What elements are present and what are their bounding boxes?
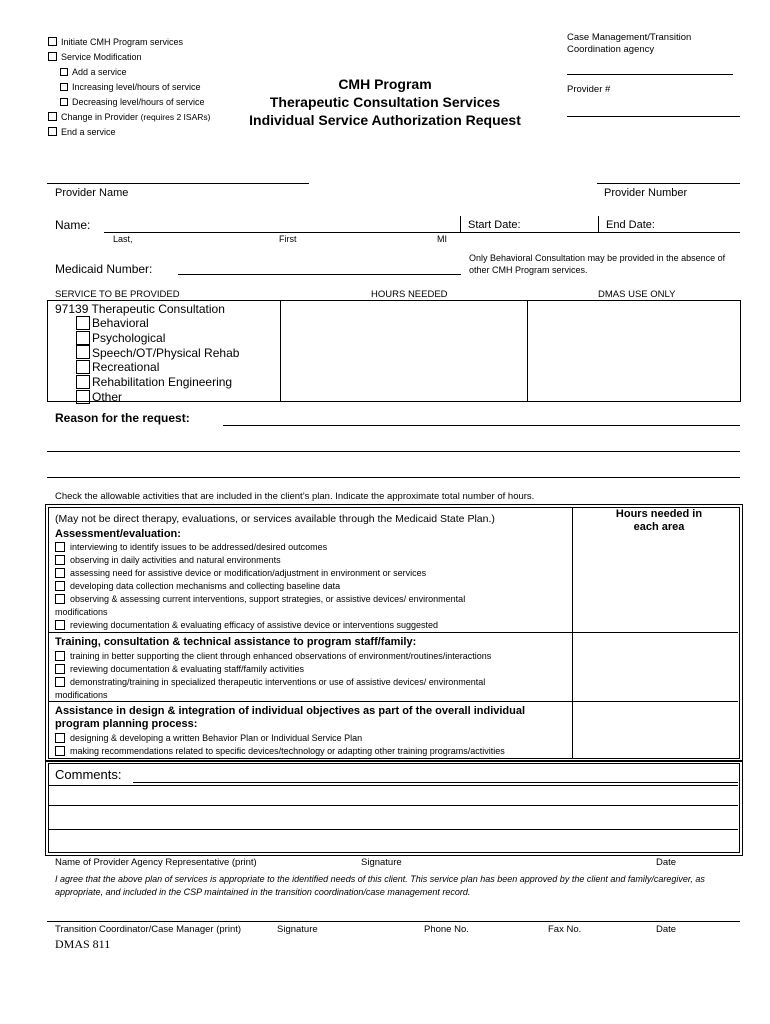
section-heading: Assessment/evaluation: [55, 528, 181, 540]
hours-header: HOURS NEEDED [371, 289, 448, 300]
comments-inner-border [48, 763, 740, 853]
coordinator-signature-label: Signature [277, 924, 318, 935]
activity-item[interactable]: designing & developing a written Behavior Plan or Individual Service Plan [55, 732, 505, 745]
dmas-header: DMAS USE ONLY [598, 289, 676, 300]
provider-num-label: Provider # [567, 84, 611, 95]
service-option[interactable]: Speech/OT/Physical Rehab [76, 346, 239, 361]
agreement-text: I agree that the above plan of services is appropriate to the identified needs of this client. This service plan has been approved by the client and family/caregiver, as appropriate, and included in the CSP maintained in the transition coordination/case management record. [55, 874, 705, 897]
medicaid-label: Medicaid Number: [55, 262, 153, 276]
provider-number-line[interactable] [597, 183, 740, 184]
checkbox-icon[interactable] [55, 581, 65, 591]
checkbox-icon[interactable] [60, 98, 68, 106]
divider [48, 785, 738, 786]
divider [460, 216, 461, 232]
checkbox-icon[interactable] [76, 331, 90, 345]
request-type-item[interactable]: Service Modification [48, 50, 210, 65]
rep-signature-label: Signature [361, 857, 402, 868]
checkbox-icon[interactable] [76, 316, 90, 330]
provider-num-line[interactable] [567, 116, 740, 117]
reason-label: Reason for the request: [55, 411, 190, 425]
section-heading: Assistance in design & integration of individual objectives as part of the overall individual program planning process: [55, 705, 526, 730]
activity-item[interactable]: assessing need for assistive device or modification/adjustment in environment or services [55, 567, 465, 580]
checkbox-icon[interactable] [60, 83, 68, 91]
form-title: CMH Program Therapeutic Consultation Services Individual Service Authorization Request [249, 76, 521, 128]
comments-line[interactable] [48, 805, 738, 806]
activity-item[interactable]: reviewing documentation & evaluating efficacy of assistive device or interventions suggested [55, 619, 465, 632]
comments-line[interactable] [48, 829, 738, 830]
last-label: Last, [113, 234, 133, 244]
checkbox-icon[interactable] [55, 542, 65, 552]
activity-item[interactable]: observing in daily activities and natural environments [55, 554, 465, 567]
agency-line[interactable] [567, 74, 733, 75]
divider [280, 300, 281, 401]
activities-intro: (May not be direct therapy, evaluations, or services available through the Medicaid State Plan.) [55, 513, 495, 525]
end-date-label: End Date: [606, 219, 655, 231]
checkbox-icon[interactable] [48, 37, 57, 46]
activity-item-cont: modifications [55, 607, 108, 617]
divider [527, 300, 528, 401]
rep-date-label: Date [656, 857, 677, 868]
service-option[interactable]: Behavioral [76, 316, 239, 331]
activity-item[interactable]: reviewing documentation & evaluating staff/family activities [55, 663, 491, 676]
activity-item[interactable]: interviewing to identify issues to be addressed/desired outcomes [55, 541, 465, 554]
activity-item[interactable]: training in better supporting the client through enhanced observations of environment/routines/interactions [55, 650, 491, 663]
activity-list [55, 541, 465, 632]
comments-line[interactable] [133, 782, 738, 783]
coordinator-date-label: Date [656, 924, 677, 935]
reason-line[interactable] [47, 477, 740, 478]
form-id: DMAS 811 [55, 937, 111, 951]
provider-name-line[interactable] [47, 183, 309, 184]
service-option[interactable]: Recreational [76, 360, 239, 375]
checkbox-icon[interactable] [55, 555, 65, 565]
reason-line[interactable] [223, 425, 740, 426]
activity-item[interactable]: developing data collection mechanisms and collecting baseline data [55, 580, 465, 593]
checkbox-icon[interactable] [55, 620, 65, 630]
checkbox-icon[interactable] [76, 360, 90, 374]
request-type-item[interactable]: End a service [48, 125, 210, 140]
name-line[interactable] [104, 232, 460, 233]
request-type-item[interactable]: Decreasing level/hours of service [48, 95, 210, 110]
name-label: Name: [55, 218, 91, 232]
activity-list [55, 732, 505, 758]
service-options [76, 316, 239, 405]
checkbox-icon[interactable] [48, 52, 57, 61]
checkbox-icon[interactable] [55, 568, 65, 578]
divider [598, 216, 599, 232]
coordinator-name-label: Transition Coordinator/Case Manager (print) [55, 924, 242, 935]
checkbox-icon[interactable] [48, 127, 57, 136]
medicaid-line[interactable] [178, 274, 461, 275]
checkbox-icon[interactable] [48, 112, 57, 121]
activity-item[interactable]: observing & assessing current interventions, support strategies, or assistive devices/ environmental [55, 593, 465, 606]
request-type-list [48, 35, 210, 140]
agency-label: Case Management/Transition Coordination agency [567, 32, 692, 55]
divider [48, 632, 738, 633]
service-header: SERVICE TO BE PROVIDED [55, 289, 180, 300]
rep-name-label: Name of Provider Agency Representative (print) [55, 857, 257, 868]
activity-item[interactable]: making recommendations related to specific devices/technology or adapting other training programs/activities [55, 745, 505, 758]
hours-area-header: Hours needed in each area [615, 508, 703, 533]
service-option[interactable]: Psychological [76, 331, 239, 346]
activity-list [55, 650, 491, 702]
activities-instruction: Check the allowable activities that are included in the client’s plan. Indicate the approximate total number of hours. [55, 491, 535, 502]
service-code: 97139 Therapeutic Consultation [55, 302, 225, 316]
checkbox-icon[interactable] [55, 664, 65, 674]
section-heading: Training, consultation & technical assistance to program staff/family: [55, 636, 417, 648]
checkbox-icon[interactable] [76, 390, 90, 404]
fax-label: Fax No. [548, 924, 582, 935]
activity-item-cont: modifications [55, 690, 108, 700]
checkbox-icon[interactable] [55, 677, 65, 687]
checkbox-icon[interactable] [76, 375, 90, 389]
service-option[interactable]: Other [76, 390, 239, 405]
request-type-item[interactable]: Increasing level/hours of service [48, 80, 210, 95]
service-option[interactable]: Rehabilitation Engineering [76, 375, 239, 390]
checkbox-icon[interactable] [60, 68, 68, 76]
request-type-item[interactable]: Add a service [48, 65, 210, 80]
request-type-item[interactable]: Change in Provider (requires 2 ISARs) [48, 110, 210, 125]
checkbox-icon[interactable] [55, 733, 65, 743]
phone-label: Phone No. [424, 924, 469, 935]
start-date-label: Start Date: [468, 219, 521, 231]
end-date-line[interactable] [598, 232, 740, 233]
reason-line[interactable] [47, 451, 740, 452]
signature-line[interactable] [47, 921, 740, 922]
checkbox-icon[interactable] [55, 746, 65, 756]
behavioral-note: Only Behavioral Consultation may be provided in the absence of other CMH Program services. [469, 253, 726, 275]
first-label: First [279, 234, 297, 244]
provider-name-label: Provider Name [55, 187, 129, 199]
comments-label: Comments: [55, 767, 122, 782]
checkbox-icon[interactable] [55, 594, 65, 604]
request-type-item[interactable]: Initiate CMH Program services [48, 35, 210, 50]
checkbox-icon[interactable] [55, 651, 65, 661]
checkbox-icon[interactable] [76, 345, 90, 359]
activity-item[interactable]: demonstrating/training in specialized therapeutic interventions or use of assistive devices/ environmental [55, 676, 491, 689]
mi-label: MI [437, 234, 447, 244]
start-date-line[interactable] [460, 232, 598, 233]
provider-number-label: Provider Number [604, 187, 688, 199]
